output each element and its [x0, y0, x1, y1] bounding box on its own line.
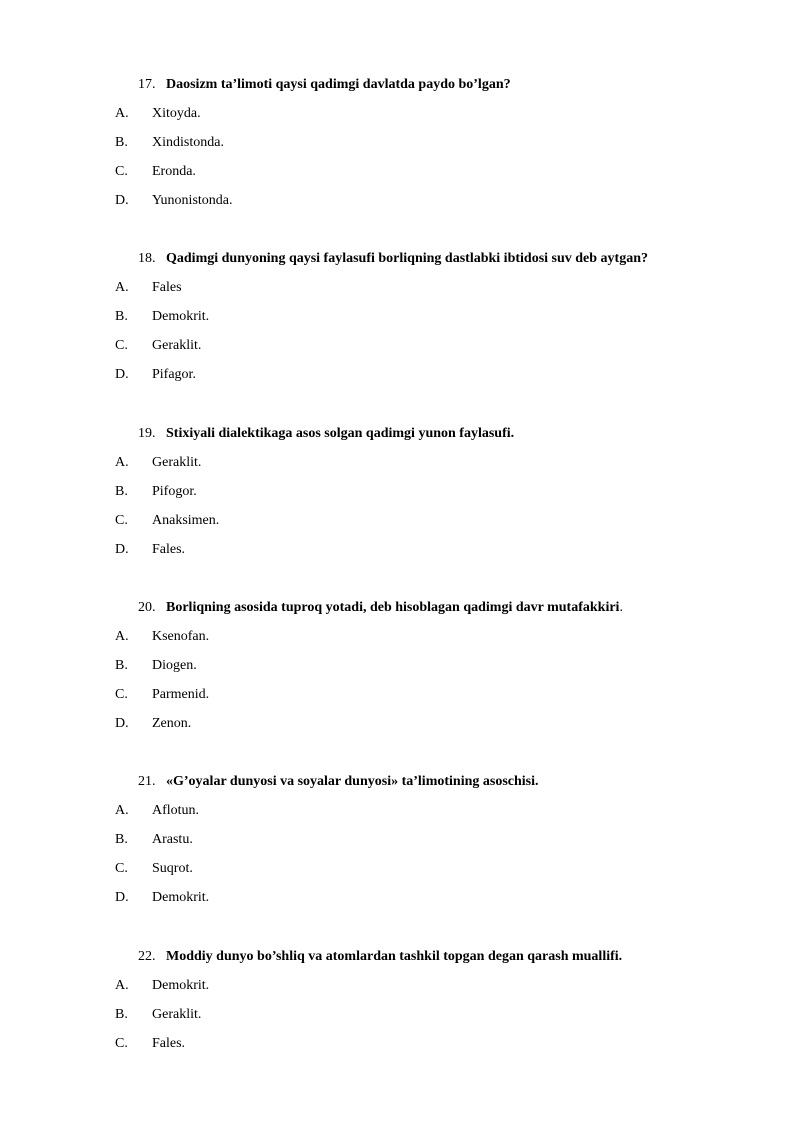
question-text: Daosizm ta’limoti qaysi qadimgi davlatda paydo bo’lgan?	[166, 77, 511, 92]
option-a	[0, 976, 800, 996]
option-text: Pifogor.	[152, 484, 197, 499]
option-c	[0, 336, 800, 356]
question-line	[138, 249, 648, 269]
question-text: Borliqning asosida tuproq yotadi, deb hisoblagan qadimgi davr mutafakkiri	[166, 600, 620, 615]
question-text: Qadimgi dunyoning qaysi faylasufi borliqning dastlabki ibtidosi suv deb aytgan?	[166, 251, 648, 266]
option-text: Xitoyda.	[152, 106, 201, 121]
option-d	[0, 540, 800, 560]
option-text: Fales.	[152, 1036, 186, 1051]
option-text: Fales	[152, 280, 182, 295]
option-letter: B.	[115, 658, 128, 673]
option-text: Anaksimen.	[152, 513, 220, 528]
option-d	[0, 714, 800, 734]
question-number: 22.	[138, 949, 156, 964]
option-letter: B.	[115, 484, 128, 499]
option-text: Xindistonda.	[152, 135, 224, 150]
option-letter: C.	[115, 687, 128, 702]
option-c	[0, 685, 800, 705]
question-number: 20.	[138, 600, 156, 615]
option-b	[0, 307, 800, 327]
option-c	[0, 1034, 800, 1054]
option-letter: C.	[115, 861, 128, 876]
option-letter: B.	[115, 832, 128, 847]
option-letter: A.	[115, 106, 129, 121]
option-b	[0, 482, 800, 502]
option-letter: B.	[115, 1007, 128, 1022]
question-line	[138, 75, 511, 95]
option-a	[0, 801, 800, 821]
option-text: Fales.	[152, 542, 186, 557]
option-text: Yunonistonda.	[152, 193, 233, 208]
question-number: 19.	[138, 426, 156, 441]
question-text: Stixiyali dialektikaga asos solgan qadimgi yunon faylasufi.	[166, 426, 515, 441]
option-letter: D.	[115, 542, 129, 557]
option-text: Geraklit.	[152, 338, 202, 353]
question-line	[138, 772, 539, 792]
option-b	[0, 656, 800, 676]
option-c	[0, 511, 800, 531]
option-text: Diogen.	[152, 658, 197, 673]
option-letter: C.	[115, 1036, 128, 1051]
option-letter: A.	[115, 455, 129, 470]
question-line	[138, 598, 623, 618]
question-number: 18.	[138, 251, 156, 266]
option-text: Demokrit.	[152, 890, 210, 905]
option-text: Eronda.	[152, 164, 196, 179]
option-text: Suqrot.	[152, 861, 193, 876]
option-text: Arastu.	[152, 832, 193, 847]
option-a	[0, 104, 800, 124]
option-b	[0, 1005, 800, 1025]
option-letter: B.	[115, 135, 128, 150]
question-text: Moddiy dunyo bo’shliq va atomlardan tashkil topgan degan qarash muallifi.	[166, 949, 623, 964]
option-c	[0, 162, 800, 182]
option-d	[0, 888, 800, 908]
option-letter: D.	[115, 193, 129, 208]
option-letter: A.	[115, 803, 129, 818]
question-text: «G’oyalar dunyosi va soyalar dunyosi» ta’limotining asoschisi.	[166, 774, 539, 789]
question-line	[138, 424, 514, 444]
option-text: Aflotun.	[152, 803, 200, 818]
option-text: Zenon.	[152, 716, 192, 731]
question-number: 21.	[138, 774, 156, 789]
option-b	[0, 133, 800, 153]
question-suffix: .	[619, 600, 623, 615]
option-letter: D.	[115, 890, 129, 905]
option-a	[0, 627, 800, 647]
option-letter: A.	[115, 629, 129, 644]
option-text: Pifagor.	[152, 367, 196, 382]
option-d	[0, 365, 800, 385]
option-b	[0, 830, 800, 850]
option-c	[0, 859, 800, 879]
option-letter: D.	[115, 367, 129, 382]
question-line	[138, 947, 622, 967]
option-letter: B.	[115, 309, 128, 324]
option-letter: C.	[115, 164, 128, 179]
option-text: Demokrit.	[152, 978, 210, 993]
option-a	[0, 278, 800, 298]
option-a	[0, 453, 800, 473]
option-text: Geraklit.	[152, 1007, 202, 1022]
option-letter: C.	[115, 513, 128, 528]
option-text: Ksenofan.	[152, 629, 210, 644]
option-letter: A.	[115, 280, 129, 295]
option-text: Parmenid.	[152, 687, 210, 702]
option-d	[0, 191, 800, 211]
option-text: Geraklit.	[152, 455, 202, 470]
option-letter: C.	[115, 338, 128, 353]
option-letter: A.	[115, 978, 129, 993]
option-text: Demokrit.	[152, 309, 210, 324]
question-number: 17.	[138, 77, 156, 92]
option-letter: D.	[115, 716, 129, 731]
